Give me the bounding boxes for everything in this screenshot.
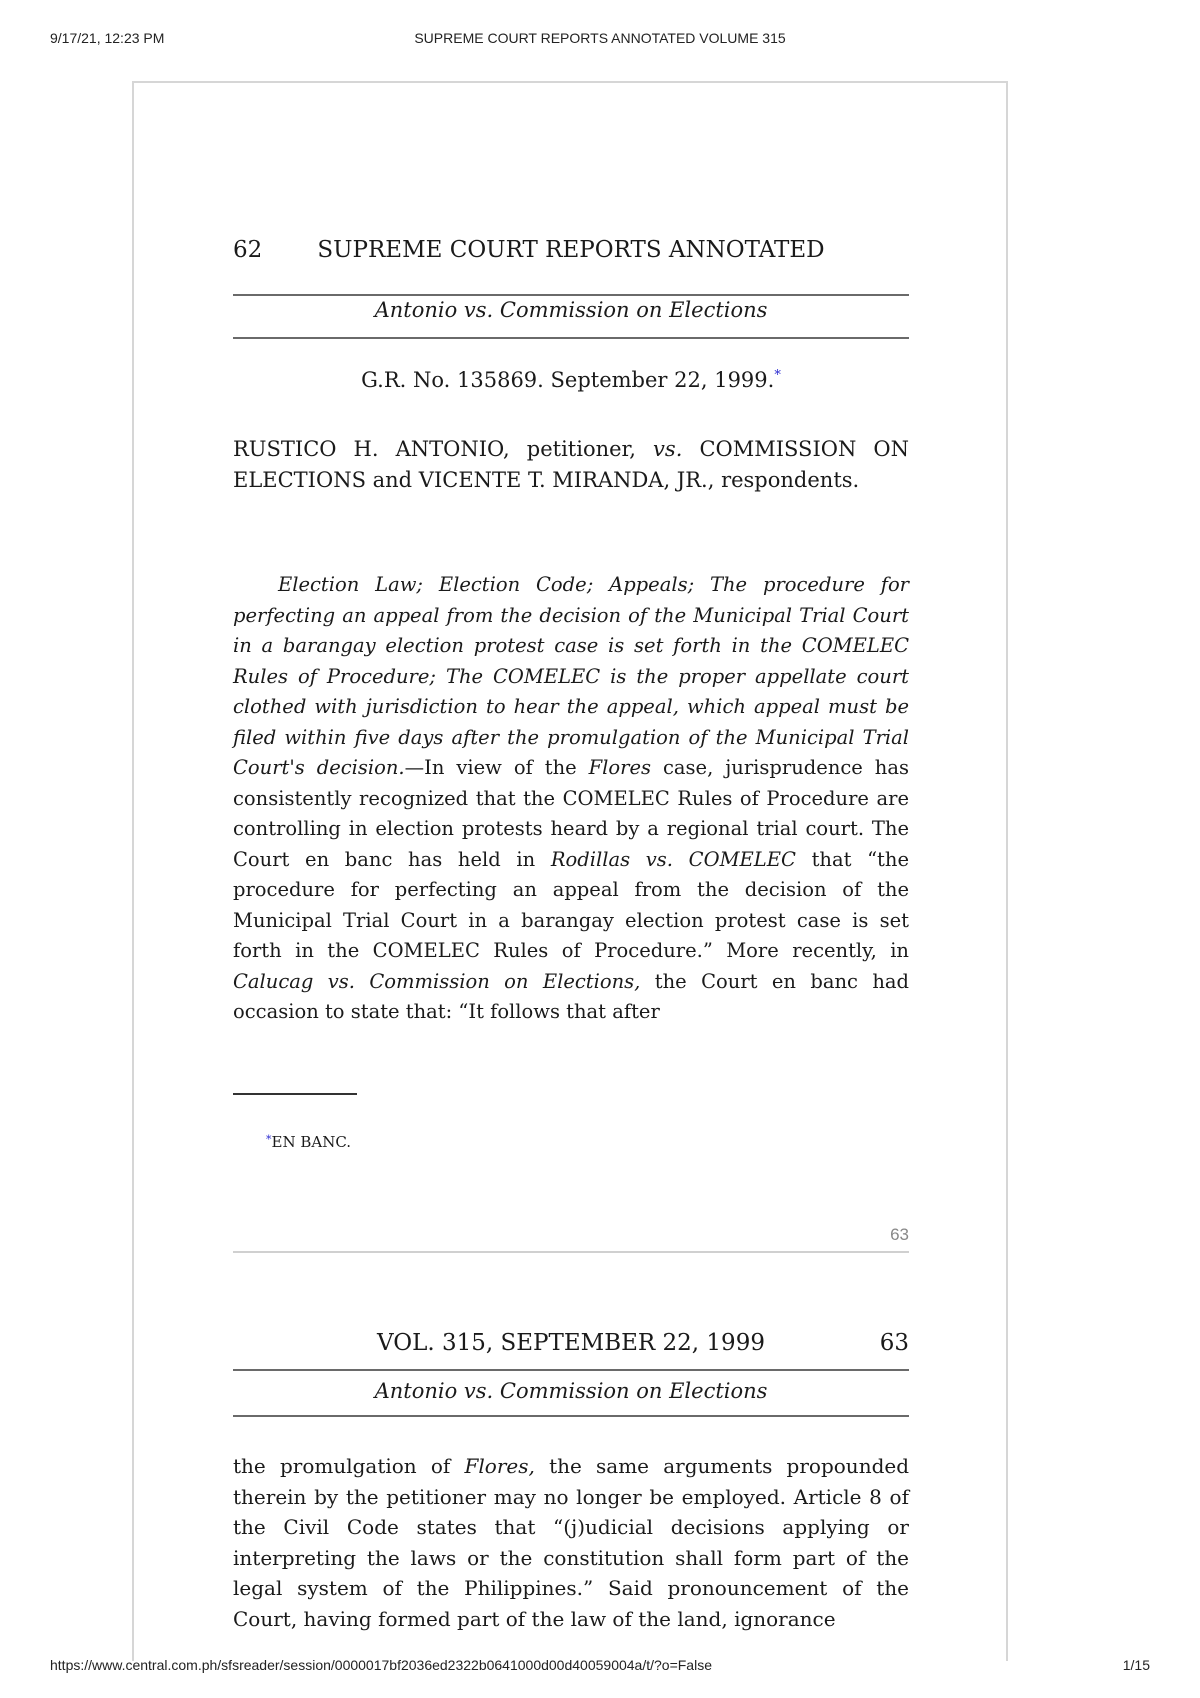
case-title: Antonio vs. Commission on Elections [374, 298, 768, 322]
header-rule [233, 294, 909, 296]
footnote-text: EN BANC. [271, 1133, 352, 1151]
gr-number [233, 368, 909, 392]
gr-footnote-link[interactable]: * [774, 368, 781, 383]
running-title: SUPREME COURT REPORTS ANNOTATED [317, 237, 825, 263]
print-title: SUPREME COURT REPORTS ANNOTATED VOLUME 315 [414, 30, 786, 46]
footnote-mark[interactable]: * [266, 1133, 272, 1146]
footnote [266, 1133, 351, 1151]
case-title: Antonio vs. Commission on Elections [374, 1379, 768, 1403]
page-number: 62 [233, 237, 263, 263]
header-rule [233, 337, 909, 339]
syllabus [233, 570, 909, 1028]
syllabus-paragraph: Election Law; Election Code; Appeals; The procedure for perfecting an appeal from the decision of the Municipal Trial Court in a barangay election protest case is set forth in the COMELEC Rules of Procedure; The COMELEC is the proper appellate court clothed with jurisdiction to hear the appeal, which appeal must be filed within five days after the promulgation of the Municipal Trial Court's decision.—In view of the Flores case, jurisprudence has consistently recognized that the COMELEC Rules of Procedure are controlling in election protests heard by a regional trial court. The Court en banc has held in Rodillas vs. COMELEC that “the procedure for perfecting an appeal from the decision of the Municipal Trial Court in a barangay election protest case is set forth in the COMELEC Rules of Procedure.” More recently, in Calucag vs. Commission on Elections, the Court en banc had occasion to state that: “It follows that after [233, 573, 909, 1023]
running-title: VOL. 315, SEPTEMBER 22, 1999 [377, 1330, 765, 1356]
next-page-marker: 63 [890, 1225, 909, 1244]
page-break-rule [233, 1251, 909, 1253]
header-rule [233, 1369, 909, 1371]
print-datetime: 9/17/21, 12:23 PM [50, 30, 165, 46]
page-number: 63 [879, 1330, 909, 1356]
page-count: 1/15 [1122, 1657, 1150, 1673]
print-header [0, 30, 1200, 50]
header-rule [233, 1415, 909, 1417]
page-url: https://www.central.com.ph/sfsreader/session/0000017bf2036ed2322b0641000d00d40059004a/t/?o=False [50, 1657, 712, 1673]
parties: RUSTICO H. ANTONIO, petitioner, vs. COMMISSION ON ELECTIONS and VICENTE T. MIRANDA, JR., respondents. [233, 437, 909, 492]
body-text: the promulgation of Flores, the same arguments propounded therein by the petitioner may no longer be employed. Article 8 of the Civil Code states that “(j)udicial decisions applying or interpreting the laws or the constitution shall form part of the legal system of the Philippines.” Said pronouncement of the Court, having formed part of the law of the land, ignorance [233, 1454, 910, 1631]
footnote-rule [233, 1093, 357, 1095]
print-footer [0, 1657, 1200, 1677]
gr-text: G.R. No. 135869. September 22, 1999. [361, 368, 775, 392]
